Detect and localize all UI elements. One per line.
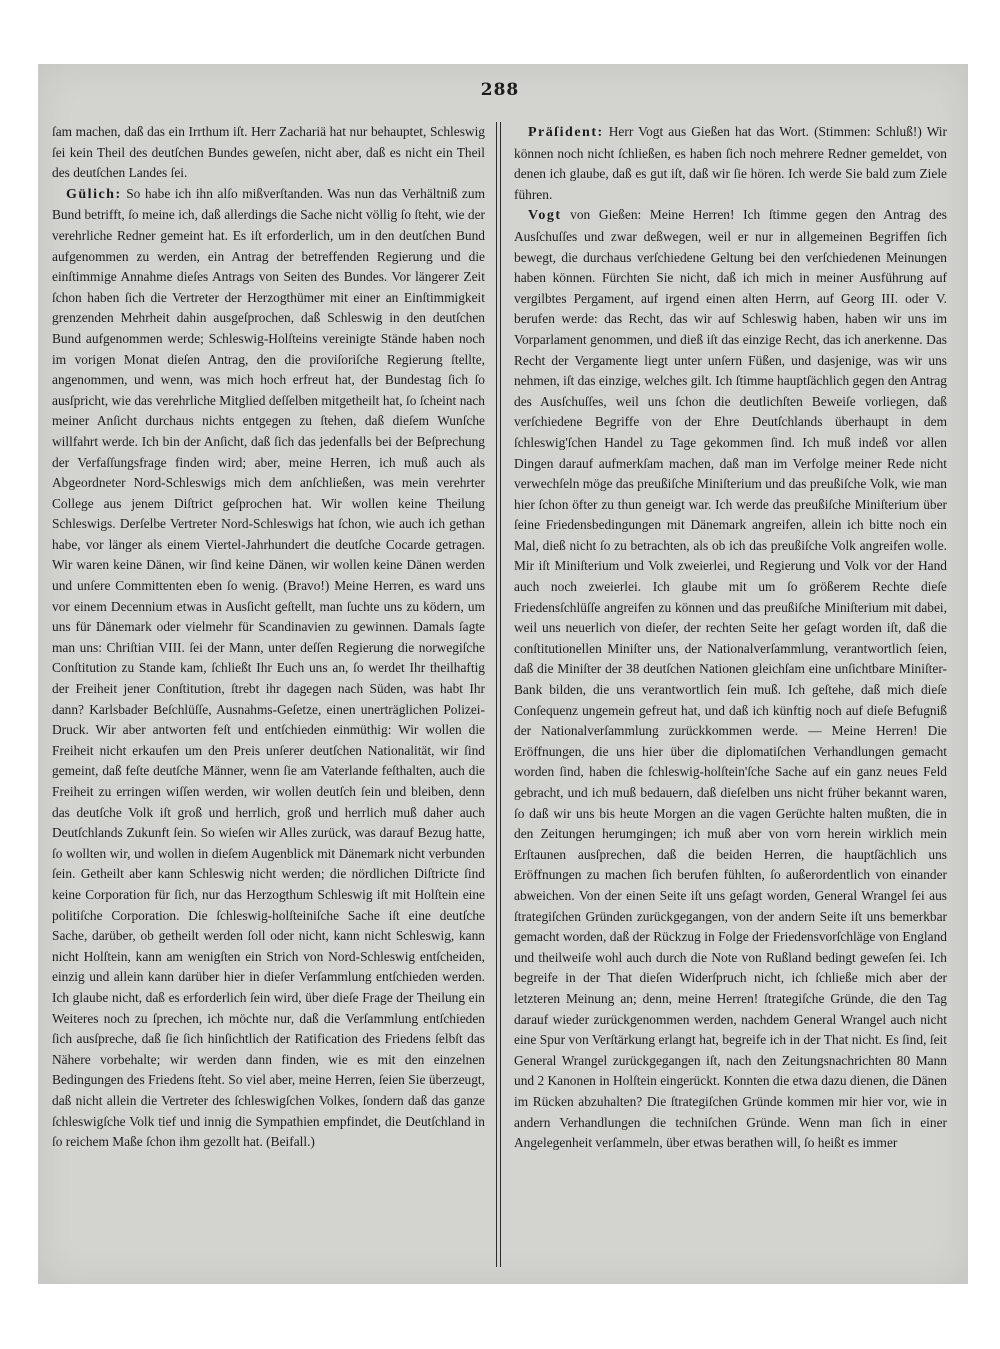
right-column: [514, 122, 947, 1267]
speech-text-vogt: von Gießen: Meine Herren! Ich ſtimme gegen den Antrag des Ausſchuſſes und zwar deßwegen, weil er nur in allgemeinen Begriffen ſich bewegt, die durchaus verſchiedene Geltung bei den verſchiedenen Meinungen haben können. Fürchten Sie nicht, daß ich mich in meiner Ausführung auf vergilbtes Pergament, auf irgend einen alten Herrn, auf Georg III. oder V. berufen werde: das Recht, das wir auf Schleswig haben, haben wir uns im Vorparlament genommen, und dieß iſt das einzige Recht, das ich anerkenne. Das Recht der Vergamente liegt unter unſern Füßen, und dasjenige, was wir uns nehmen, iſt das einzige, welches gilt. Ich ſtimme hauptſächlich gegen den Antrag des Ausſchuſſes, weil uns ſchon die deutlichſten Beweiſe vorliegen, daß verſchiedene Begriffe von der Ehre Deutſchlands überhaupt in dem ſchleswig'ſchen Handel zu Tage gekommen ſind. Ich muß indeß vor allen Dingen darauf aufmerkſam machen, daß man im Verfolge meiner Rede nicht verwechſeln möge das preußiſche Miniſterium und das preußiſche Volk, wie man hier ſchon öfter zu thun geneigt war. Ich werde das preußiſche Miniſterium über ſeine Friedensbedingungen mit Dänemark angreifen, allein ich bitte noch ein Mal, dieß nicht ſo zu betrachten, als ob ich das preußiſche Volk angreifen wolle. Mir iſt Miniſterium und Volk zweierlei, und Regierung und Volk vor der Hand auch noch zweierlei. Ich glaube mit um ſo größerem Rechte dieſe Friedensſchlüſſe angreifen zu können und das preußiſche Miniſterium mit dabei, weil uns neuerlich von dieſer, der rechten Seite her geſagt worden iſt, daß die conſtitutionellen Miniſter uns, der Nationalverſammlung, verantwortlich ſeien, daß die Miniſter der 38 deutſchen Nationen gleichſam eine unſichtbare Miniſter-Bank bilden, die uns verantwortlich ſein muß. Ich geſtehe, daß mich dieſe Conſequenz ungemein gefreut hat, und daß ich künftig noch auf dieſe Befugniß der Nationalverſammlung zurückkommen werde. — Meine Herren! Die Eröffnungen, die uns hier über die diplomatiſchen Verhandlungen gemacht worden ſind, haben die ſchleswig-holſtein'ſche Sache auf ein ganz neues Feld gebracht, und ich muß bedauern, daß dieſelben uns nicht früher bekannt waren, ſo daß wir uns bis heute Morgen an die vagen Gerüchte halten mußten, die in den Zeitungen herumgingen; ich muß aber von vorn herein wirklich mein Erſtaunen ausſprechen, daß die beiden Herren, die hauptſächlich uns Eröffnungen zu machen ſich berufen fühlten, ſo außerordentlich von einander abweichen. Von der einen Seite iſt uns geſagt worden, General Wrangel ſei aus ſtrategiſchen Gründen zurückgegangen, von der andern Seite iſt uns bemerkbar gemacht worden, daß der Rückzug in Folge der Friedensvorſchläge von England und theilweiſe wohl auch durch die Note von Rußland bedingt geweſen ſei. Ich begreife in der That dieſen Widerſpruch nicht, ich ſchließe mich aber der letzteren Meinung an; denn, meine Herren! ſtrategiſche Gründe, die den Tag darauf wieder zurückgenommen werden, nachdem General Wrangel auch nicht eine Spur von Verſtärkung erlangt hat, begreife ich in der That nicht. Es ſind, ſeit General Wrangel zurückgegangen iſt, nach den Zeitungsnachrichten 80 Mann und 2 Kanonen in Holſtein eingerückt. Konnten die etwa dazu dienen, die Dänen im Rücken abzuhalten? Die ſtrategiſchen Gründe kommen mir hier vor, wie in andern Verhandlungen die techniſchen Gründe. Wenn man ſich in einer Angelegenheit verſammeln, über etwas berathen will, ſo heißt es immer: [514, 207, 947, 1151]
speech-vogt: [514, 205, 947, 1153]
column-divider-line: [500, 122, 501, 1267]
continuation-paragraph: ſam machen, daß das ein Irrthum iſt. Herr Zachariä hat nur behauptet, Schleswig ſei kein Theil des deutſchen Bundes geweſen, nicht aber, daß es nicht ein Theil des deutſchen Landes ſei.: [52, 124, 485, 181]
speech-text-praesident: Herr Vogt aus Gießen hat das Wort. (Stimmen: Schluß!) Wir können noch nicht ſchließen, es haben ſich noch mehrere Redner gemeldet, von denen ich glaube, daß es gut iſt, daß wir ſie hören. Ich werde Sie bald zum Ziele führen.: [514, 124, 947, 202]
column-divider-line: [496, 122, 497, 1267]
page-number: 288: [480, 80, 520, 100]
speech-guelich: [52, 184, 485, 1153]
left-column: [52, 122, 485, 1267]
speaker-name-vogt: Vogt: [528, 208, 562, 224]
speaker-name-praesident: Präſident:: [528, 125, 604, 140]
speech-praesident: [514, 122, 947, 205]
speech-text-guelich: So habe ich ihn alſo mißverſtanden. Was nun das Verhältniß zum Bund betrifft, ſo meine ich, daß allerdings die Sache nicht völlig ſo ſteht, wie der verehrliche Redner gemeint hat. Es iſt erforderlich, um in den deutſchen Bund aufgenommen zu werden, ein Antrag der betreffenden Regierung und die einſtimmige Annahme dieſes Antrags von Seiten des Bundes. Vor längerer Zeit ſchon haben ſich die Vertreter der Herzogthümer mit einer an Einſtimmigkeit grenzenden Mehrheit dahin ausgeſprochen, daß Schleswig in den deutſchen Bund aufgenommen werde; Schleswig-Holſteins vereinigte Stände haben noch im vorigen Monat dieſen Antrag, den die proviſoriſche Regierung ſtellte, angenommen, und wenn, was mich hoch erfreut hat, der Bundestag ſich ſo ausſpricht, wie das verehrliche Mitglied deſſelben mitgetheilt hat, ſo ſcheint nach meiner Anſicht durchaus nichts entgegen zu ſtehen, daß dieſem Wunſche willfahrt werde. Ich bin der Anſicht, daß ſich das jedenfalls bei der Beſprechung der Verfaſſungsfrage finden wird; aber, meine Herren, ich muß auch als Abgeordneter Nord-Schleswigs mich dem anſchließen, was mein verehrter College aus jenem Diſtrict geſprochen hat. Wir wollen keine Theilung Schleswigs. Derſelbe Vertreter Nord-Schleswigs hat ſchon, wie auch ich gethan habe, vor länger als einem Viertel-Jahrhundert die deutſche Cocarde getragen. Wir waren keine Dänen, wir ſind keine Dänen, wir wollen keine Dänen werden und unſere Committenten eben ſo wenig. (Bravo!) Meine Herren, es ward uns vor einem Decennium etwas in Ausſicht geſtellt, man ſuchte uns zu ködern, um uns für Dänemark oder vielmehr für Scandinavien zu gewinnen. Damals ſagte man uns: Chriſtian VIII. ſei der Mann, unter deſſen Regierung die norwegiſche Conſtitution zu Stande kam, ſchließt Ihr Euch uns an, ſo werdet Ihr theilhaftig der Freiheit jener Conſtitution, ſtrebt ihr dagegen nach Süden, was habt Ihr dann? Karlsbader Beſchlüſſe, Ausnahms-Geſetze, einen unerträglichen Polizei-Druck. Wir aber antworten feſt und entſchieden einmüthig: Wir wollen die Freiheit nicht erkaufen um den Preis unſerer deutſchen Nationalität, wir ſind gemeint, daß feſte deutſche Männer, wenn ſie am Vaterlande feſthalten, auch die Freiheit zu erringen wiſſen werden, wir wollen deutſch ſein und bleiben, denn das deutſche Volk iſt groß und herrlich, groß und herrlich muß daher auch Deutſchlands Zukunft ſein. So wieſen wir Alles zurück, was darauf Bezug hatte, ſo wollten wir, und wollen in dieſem Augenblick mit Dänemark nicht verbunden ſein. Getheilt aber kann Schleswig nicht werden; die nördlichen Diſtricte ſind keine Corporation für ſich, nur das Herzogthum Schleswig iſt mit Holſtein eine politiſche Corporation. Die ſchleswig-holſteiniſche Sache iſt eine deutſche Sache, darüber, ob getheilt werden ſoll oder nicht, kann nicht Schleswig, kann nicht Holſtein, kann am wenigſten ein Strich von Nord-Schleswig entſcheiden, einzig und allein kann darüber hier in dieſer Verſammlung entſchieden werden. Ich glaube nicht, daß es erforderlich ſein wird, über dieſe Frage der Theilung ein Weiteres noch zu ſprechen, ich möchte nur, daß die Verſammlung entſchieden ſich ausſpreche, daß ſie ſich hinſichtlich der Ratification des Friedens ſelbſt das Nähere vorbehalte; wir werden dann finden, wie es mit den einzelnen Bedingungen des Friedens ſteht. So viel aber, meine Herren, ſeien Sie überzeugt, daß nicht allein die Vertreter des ſchleswigſchen Volkes, ſondern daß das ganze ſchleswigſche Volk tief und innig die Sympathien empfindet, die Deutſchland in ſo reichem Maße ſchon ihm gezollt hat. (Beifall.): [52, 185, 485, 1150]
speaker-name-guelich: Gülich:: [66, 186, 122, 202]
